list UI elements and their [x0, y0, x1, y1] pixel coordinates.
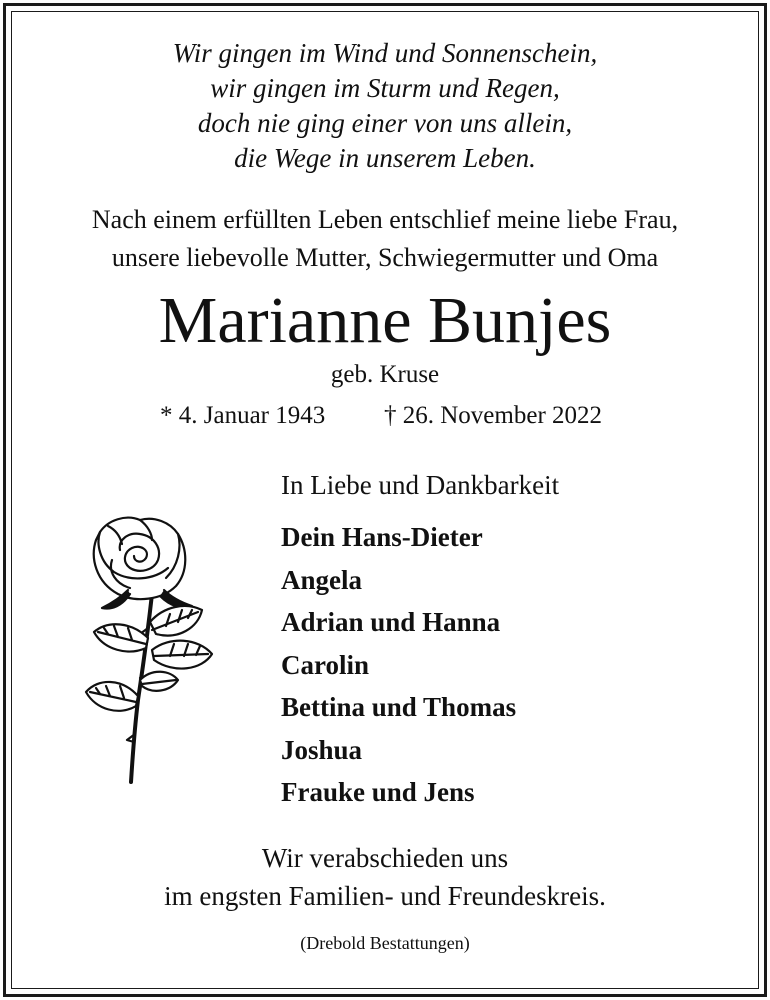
mourner-name: Adrian und Hanna [281, 607, 501, 637]
announcement-line: Nach einem erfüllten Leben entschlief meine liebe Frau, [91, 205, 679, 234]
announcement-text [0, 201, 770, 277]
mourner-name: Dein Hans-Dieter [281, 522, 483, 552]
mourner-name: Angela [281, 564, 362, 595]
farewell-text [0, 839, 770, 915]
mourners-list [281, 516, 516, 814]
poem [0, 36, 770, 176]
poem-line: wir gingen im Sturm und Regen, [210, 73, 560, 103]
poem-line: Wir gingen im Wind und Sonnenschein, [172, 38, 598, 68]
birth-date: * 4. Januar 1943 [160, 402, 326, 429]
death-date: † 26. November 2022 [384, 402, 603, 429]
deceased-name: Marianne Bunjes [158, 284, 612, 357]
poem-line: doch nie ging einer von uns allein, [197, 108, 573, 138]
poem-line: die Wege in unserem Leben. [234, 143, 536, 173]
mourner-name: Carolin [281, 649, 370, 680]
mourner-name: Frauke und Jens [281, 777, 475, 807]
mourner-name: Joshua [281, 734, 363, 765]
undertaker-credit: (Drebold Bestattungen) [300, 933, 470, 953]
rose-icon [78, 510, 218, 790]
closing-phrase: In Liebe und Dankbarkeit [281, 470, 560, 500]
announcement-line: unsere liebevolle Mutter, Schwiegermutter und Oma [111, 243, 659, 272]
maiden-name: geb. Kruse [330, 361, 440, 388]
farewell-line: Wir verabschieden uns [261, 843, 509, 873]
mourner-name: Bettina und Thomas [281, 692, 517, 722]
farewell-line: im engsten Familien- und Freundeskreis. [164, 881, 606, 911]
